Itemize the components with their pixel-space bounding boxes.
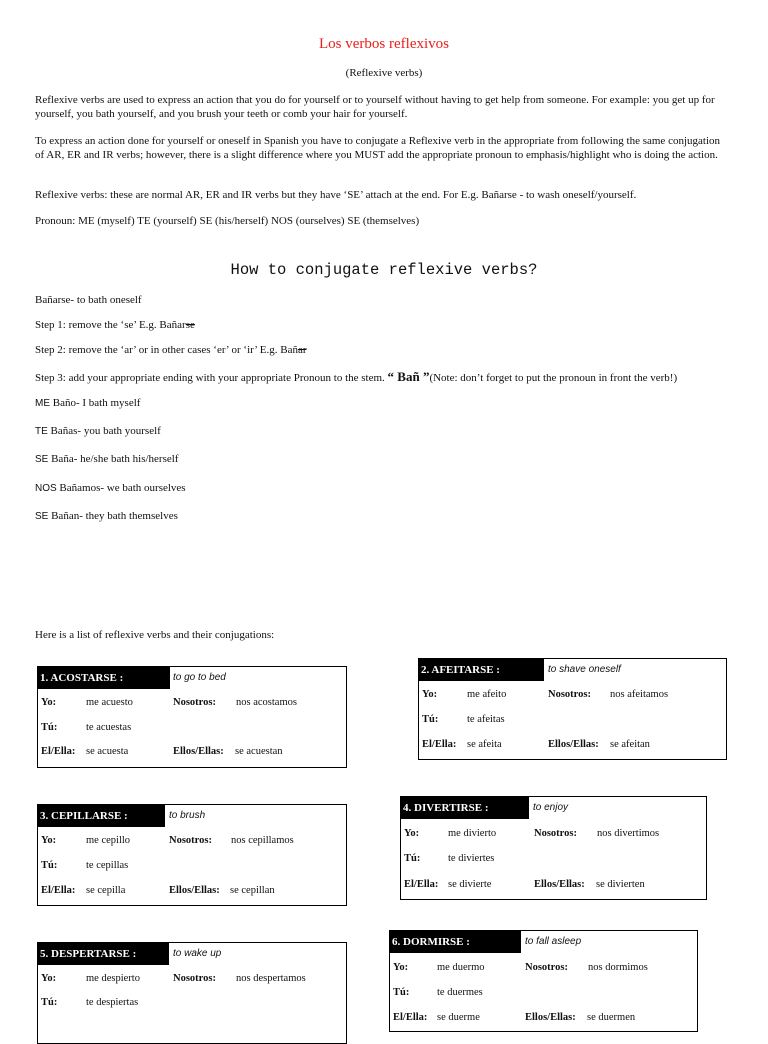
label-el: El/Ella: [393,1012,428,1023]
label-ellos: Ellos/Ellas: [548,739,599,750]
label-yo: Yo: [422,689,438,700]
step-1 [35,319,195,331]
verb-name: 3. CEPILLARSE : [38,805,165,827]
label-el: El/Ella: [422,739,457,750]
form-el: se acuesta [86,746,129,757]
step-3-stem: “ Bañ ” [387,369,430,384]
step-3-text: Step 3: add your appropriate ending with your appropriate Pronoun to the stem. [35,372,385,384]
label-ellos: Ellos/Ellas: [169,885,220,896]
label-tu: Tú: [393,987,410,998]
label-yo: Yo: [393,962,409,973]
verb-meaning: to go to bed [173,672,226,683]
step-2 [35,344,307,356]
form-el: se afeita [467,739,502,750]
form-yo: me divierto [448,828,497,839]
label-el: El/Ella: [41,885,76,896]
verb-table [418,658,727,760]
form-tu: te cepillas [86,860,129,871]
form-tu: te diviertes [448,853,495,864]
form-tu: te despiertas [86,997,139,1008]
verb-meaning: to enjoy [533,802,569,813]
verb-table [37,666,347,768]
label-nosotros: Nosotros: [169,835,212,846]
verb-name: 1. ACOSTARSE : [38,667,170,689]
step-3 [35,369,677,385]
label-yo: Yo: [41,835,57,846]
form-yo: me afeito [467,689,507,700]
verb-table [37,804,347,906]
verb-meaning: to fall asleep [525,936,582,947]
label-nosotros: Nosotros: [173,697,216,708]
verb-meaning: to brush [169,810,206,821]
label-ellos: Ellos/Ellas: [173,746,224,757]
label-nosotros: Nosotros: [548,689,591,700]
verb-name: 6. DORMIRSE : [390,931,521,953]
label-yo: Yo: [41,973,57,984]
label-tu: Tú: [404,853,421,864]
intro-paragraph-2: To express an action done for yourself or oneself in Spanish you have to conjugate a Reflexive verb in the appropriate from following the same conjugation of AR, ER and IR verbs; however, there is a slight difference where you MUST add the appropriate pronoun to emphasis/highlight who is doing the action. [35,135,721,161]
label-ellos: Ellos/Ellas: [534,879,585,890]
label-tu: Tú: [41,722,58,733]
form-ellos: se acuestan [235,746,283,757]
form-yo: me cepillo [86,835,131,846]
verb-meaning: to wake up [173,948,222,959]
list-intro: Here is a list of reflexive verbs and their conjugations: [35,629,275,641]
label-ellos: Ellos/Ellas: [525,1012,576,1023]
form-yo: me acuesto [86,697,133,708]
form-el: se divierte [448,879,492,890]
conjugation-pronoun: SE [35,454,49,465]
conjugation-pronoun: ME [35,398,50,409]
form-nosotros: nos despertamos [236,973,306,984]
verb-table [400,796,707,900]
step-3-note: (Note: don’t forget to put the pronoun in front the verb!) [429,372,678,384]
label-tu: Tú: [41,860,58,871]
form-nosotros: nos divertimos [597,828,660,839]
form-yo: me despierto [86,973,140,984]
verb-table [37,942,347,1044]
label-nosotros: Nosotros: [534,828,577,839]
conjugation-line [35,453,178,465]
form-nosotros: nos cepillamos [231,835,294,846]
conjugation-text: Bañamos- we bath ourselves [59,482,186,494]
form-ellos: se duermen [587,1012,636,1023]
intro-paragraph-3: Reflexive verbs: these are normal AR, ER and IR verbs but they have ‘SE’ attach at the end. For E.g. Bañarse - to wash oneself/yourself. [35,189,637,201]
how-to-heading: How to conjugate reflexive verbs? [230,261,538,279]
label-yo: Yo: [41,697,57,708]
verb-name: 5. DESPERTARSE : [38,943,169,965]
conjugation-text: Bañan- they bath themselves [51,510,178,522]
form-ellos: se afeitan [610,739,650,750]
label-nosotros: Nosotros: [173,973,216,984]
conjugation-pronoun: SE [35,511,49,522]
conjugation-line [35,510,178,522]
form-tu: te duermes [437,987,483,998]
label-el: El/Ella: [404,879,439,890]
form-ellos: se cepillan [230,885,275,896]
example-verb: Bañarse- to bath oneself [35,294,142,306]
form-nosotros: nos acostamos [236,697,297,708]
conjugation-text: Baña- he/she bath his/herself [51,453,179,465]
verb-meaning: to shave oneself [548,664,621,675]
intro-paragraph-1: Reflexive verbs are used to express an action that you do for yourself or to yourself without having to get help from someone. For example: you get up for yourself, you bath yourself, and you brush your teeth or comb your hair for yourself. [35,94,715,120]
form-tu: te afeitas [467,714,505,725]
step-2-text: Step 2: remove the ‘ar’ or in other cases ‘er’ or ‘ir’ E.g. Bañ [35,344,298,356]
form-nosotros: nos dormimos [588,962,648,973]
form-yo: me duermo [437,962,485,973]
label-nosotros: Nosotros: [525,962,568,973]
verb-table [389,930,698,1032]
conjugation-line [35,482,186,494]
form-el: se cepilla [86,885,126,896]
step-2-strike: ar [297,344,307,356]
form-el: se duerme [437,1012,480,1023]
label-el: El/Ella: [41,746,76,757]
label-tu: Tú: [422,714,439,725]
conjugation-pronoun: NOS [35,483,57,494]
verb-name: 4. DIVERTIRSE : [401,797,529,819]
step-1-strike: se [185,319,195,331]
conjugation-line [35,397,140,409]
conjugation-text: Baño- I bath myself [52,397,141,409]
label-yo: Yo: [404,828,420,839]
page-subtitle: (Reflexive verbs) [345,67,423,79]
page-title: Los verbos reflexivos [319,36,449,52]
conjugation-text: Bañas- you bath yourself [50,425,161,437]
form-nosotros: nos afeitamos [610,689,669,700]
verb-name: 2. AFEITARSE : [419,659,544,681]
conjugation-pronoun: TE [35,426,48,437]
form-tu: te acuestas [86,722,132,733]
pronoun-paragraph: Pronoun: ME (myself) TE (yourself) SE (his/herself) NOS (ourselves) SE (themselves) [35,215,420,227]
step-1-text: Step 1: remove the ‘se’ E.g. Bañar [35,319,186,331]
form-ellos: se divierten [596,879,645,890]
conjugation-line [35,425,161,437]
label-tu: Tú: [41,997,58,1008]
